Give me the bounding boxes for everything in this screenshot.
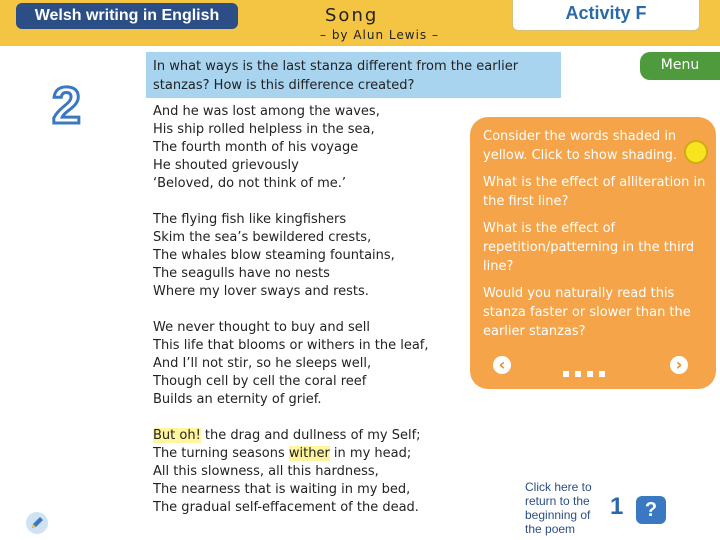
poem-title: Song xyxy=(325,5,379,26)
question-text: In what ways is the last stanza different from the earlier stanzas? How is this difference created? xyxy=(153,59,519,93)
activity-tab: Activity F xyxy=(512,0,700,31)
page-dot xyxy=(587,371,593,377)
stanza-line: And he was lost among the waves, xyxy=(153,104,380,119)
prompt-alliteration: What is the effect of alliteration in the first line? xyxy=(483,175,706,209)
stanza-line xyxy=(153,445,421,463)
stanza-4 xyxy=(153,427,421,517)
stanza-line: The whales blow steaming fountains, xyxy=(153,248,395,263)
chevron-right-icon[interactable]: › xyxy=(670,356,688,374)
return-to-start-link[interactable]: Click here to return to the beginning of the poem xyxy=(525,480,592,536)
stanza-line: The flying fish like kingfishers xyxy=(153,212,347,227)
page-dot xyxy=(575,371,581,377)
subject-tab: Welsh writing in English xyxy=(16,3,238,29)
stanza-line: We never thought to buy and sell xyxy=(153,320,370,335)
stanza-line: The gradual self-effacement of the dead. xyxy=(153,500,419,515)
line-text: the drag and dullness of my Self; xyxy=(200,428,421,443)
stanza-line: All this slowness, all this hardness, xyxy=(153,464,379,479)
stanza-line: The nearness that is waiting in my bed, xyxy=(153,482,411,497)
stanza-line: The fourth month of his voyage xyxy=(153,140,359,155)
stanza-line: He shouted grievously xyxy=(153,158,299,173)
stanza-1 xyxy=(153,103,380,193)
section-number: 2 xyxy=(52,77,81,135)
prompt-shading: Consider the words shaded in yellow. Click to show shading. xyxy=(483,129,678,163)
highlighted-word: But oh! xyxy=(153,428,201,443)
prompt-pace: Would you naturally read this stanza faster or slower than the earlier stanzas? xyxy=(483,286,691,339)
stanza-line: And I’ll not stir, so he sleeps well, xyxy=(153,356,372,371)
poem-author: – by Alun Lewis – xyxy=(320,28,439,42)
stanza-2 xyxy=(153,211,395,301)
stanza-line: Where my lover sways and rests. xyxy=(153,284,369,299)
return-number[interactable]: 1 xyxy=(610,493,624,520)
stanza-line: His ship rolled helpless in the sea, xyxy=(153,122,375,137)
page-dot xyxy=(563,371,569,377)
stanza-line: ‘Beloved, do not think of me.’ xyxy=(153,176,347,191)
chevron-left-icon[interactable]: ‹ xyxy=(493,356,511,374)
pencil-icon-graphic xyxy=(26,512,48,534)
help-icon[interactable]: ? xyxy=(636,496,666,524)
menu-button[interactable]: Menu xyxy=(640,52,720,80)
yellow-dot-icon[interactable] xyxy=(684,140,708,164)
prompt-repetition: What is the effect of repetition/patterning in the third line? xyxy=(483,221,695,274)
pencil-icon[interactable] xyxy=(26,512,48,534)
stanza-line: The seagulls have no nests xyxy=(153,266,330,281)
page-dots xyxy=(563,362,611,381)
page-dot xyxy=(599,371,605,377)
stanza-line: This life that blooms or withers in the leaf, xyxy=(153,338,429,353)
stanza-line: Skim the sea’s bewildered crests, xyxy=(153,230,372,245)
highlighted-word: wither xyxy=(288,446,330,461)
stanza-3 xyxy=(153,319,429,409)
stanza-line xyxy=(153,427,421,445)
line-text: The turning seasons xyxy=(153,446,289,461)
line-text: in my head; xyxy=(329,446,412,461)
stanza-line: Builds an eternity of grief. xyxy=(153,392,322,407)
stanza-line: Though cell by cell the coral reef xyxy=(153,374,367,389)
